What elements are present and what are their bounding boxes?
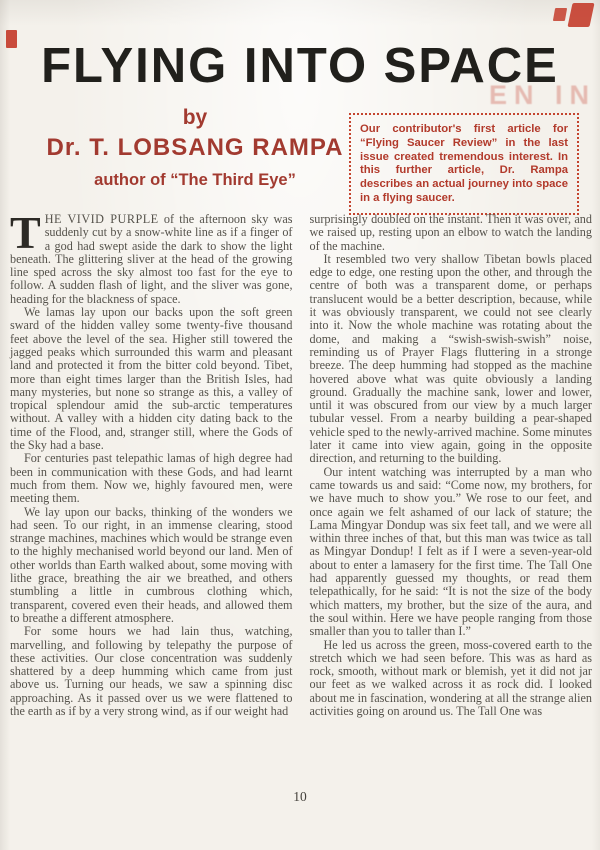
right-column <box>310 213 593 718</box>
byline-by: by <box>182 106 208 129</box>
author-name: Dr. T. LOBSANG RAMPA <box>46 134 344 161</box>
lead-caps-text: HE VIVID PURPLE <box>44 212 159 226</box>
red-registration-mark-right <box>567 3 594 27</box>
left-column <box>10 207 293 718</box>
paragraph: It resembled two very shallow Tibetan bowls placed edge to edge, one resting upon the other, and through the centre of both was a transparent dome, or perhaps translucent would be a better description, because, while it was obviously transparent, we could not see clearly into it. Now the whole machine was rotating about the dome, and making a “swish-swish-swish” noise, reminding us of Prayer Flags fluttering in a stronge breeze. The deep humming had stopped as the machine hovered above what was quite obviously a landing ground. Gradually the machine sank, lower and lower, until it was obscured from our view by a much larger tubular vessel. From a nearby building a pear-shaped vehicle sped to the newly-arrived machine. Some minutes later it came into view again, going in the opposite direction, and returning to the building. <box>309 251 592 466</box>
paragraph-continuation: surprisingly doubled on the instant. Then it was over, and we raised up, resting upon an elbow to watch the landing of the machine. <box>309 212 592 253</box>
page-number: 10 <box>293 789 307 804</box>
red-registration-mark-right-small <box>553 8 567 21</box>
article-body <box>10 207 592 718</box>
paragraph-dropcap <box>10 207 293 306</box>
paragraph: Our intent watching was interrupted by a man who came towards us and said: “Come now, my brothers, for we have much to show you.” We rose to our feet, and once again we felt ashamed of our lack of stature; the Lama Mingyar Dondup was six feet tall, and we were all within three inches of that, but this man was twice as tall as Mingyar Dondup! I felt as if I were a seven-year-old about to enter a lamasery for the first time. The Tall One had apparently guessed my thoughts, or read them telepathically, for he said: “It is not the size of the body which matters, my brother, but the size of the aura, and the soul within. Here we have people ranging from those smaller than you to taller than I.” <box>309 464 592 639</box>
paragraph: For centuries past telepathic lamas of high degree had been in communication with these Gods, and had learnt much from them. Now we, highly favoured men, were meeting them. <box>10 451 293 506</box>
editor-note-box <box>349 113 579 215</box>
paragraph: For some hours we had lain thus, watching, marvelling, and following by telepathy the purpose of these activities. Our close concentration was suddenly shattered by a deep humming which came from just above us. Turning our heads, we saw a spinning disc approaching. As it passed over us we were flattened to the earth as if by a very strong wind, as if our weight had <box>10 624 293 718</box>
paragraph: We lamas lay upon our backs upon the soft green sward of the hidden valley some twenty-five thousand feet above the level of the sea. Higher still towered the jagged peaks which surrounded this warm and pleasant land and protected it from the bitter cold beyond. Tibet, more than eight times larger than the British Isles, had many mysteries, but none so strange as this, a valley of tropical splendour amid the sub-arctic temperatures without. A valley with a hidden city dating back to the time of the Flood, and, stranger still, where the Gods of the Sky had a base. <box>10 305 293 453</box>
drop-cap-letter: T <box>10 207 41 258</box>
paragraph: He led us across the green, moss-covered earth to the stretch which we had seen before. This was as hard as rock, smooth, without mark or blemish, yet it did not jar our feet as we walked across it as rock did. I looked about me in fascination, wondering at all the strange alien activities going on around us. The Tall One was <box>309 637 592 718</box>
show-through-ghost-text: EN IN <box>488 80 596 110</box>
paragraph: We lay upon our backs, thinking of the wonders we had seen. To our right, in an immense clearing, stood strange machines, machines which would be strange even to the highly mechanised world beyond our land. Men of other worlds than Earth walked about, some moving with lithe grace, breathing the air we breathed, and others stumbling a little in cumbrous clothing which, transparent, covered even their heads, and allowed them to breathe a different atmosphere. <box>10 504 293 625</box>
byline-block <box>0 106 390 190</box>
article-title: FLYING INTO SPACE <box>41 39 559 93</box>
author-credit: author of “The Third Eye” <box>94 171 296 189</box>
editor-note-text: Our contributor's first article for “Flying Saucer Review” in the last issue created tremendous interest. In this further article, Dr. Rampa describes an actual journey into space in a flying saucer. <box>360 123 568 204</box>
paragraph-text: of the afternoon sky was suddenly cut by a snow-white line as if a finger of a god had swept aside the dark to show the light beneath. The glittering sliver at the head of the growing line sped across the sky almost too fast for the eye to follow. A sudden flash of light, and the sliver was gone, heading for the blackness of space. <box>10 212 293 306</box>
